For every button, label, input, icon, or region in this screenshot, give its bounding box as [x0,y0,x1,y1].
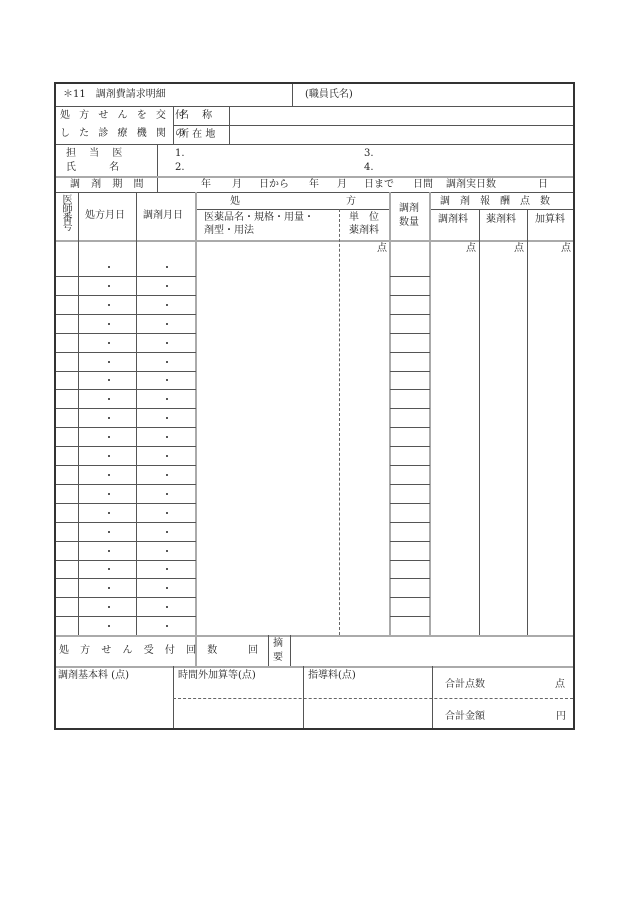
period-day-from: 日から [259,179,289,190]
doctor-slot-2[interactable]: 2. [175,162,185,173]
doctor-slot-1[interactable]: 1. [175,148,185,159]
table-row[interactable] [56,616,573,635]
date-separator-dot [166,361,168,363]
unit-point-additional: 点 [561,243,571,254]
date-separator-dot [108,304,110,306]
name-label: 名 称 [179,110,213,121]
table-row[interactable] [56,427,573,446]
table-row[interactable] [56,597,573,616]
institution-name-field[interactable] [230,107,573,125]
period-days: 日間 [413,179,433,190]
basic-fee-label: 調剤基本料 (点) [58,670,129,681]
header-unit-fee-1: 単 位 [349,212,379,223]
actual-days-label: 調剤実日数 [446,179,496,190]
header-qty-1: 調剤 [399,203,419,214]
header-qty-2: 数量 [399,217,419,228]
table-row[interactable] [56,389,573,408]
date-separator-dot [108,342,110,344]
table-row[interactable] [56,371,573,390]
header-doctor-number: 医師番号 [60,194,71,230]
divider [196,209,390,210]
divider [157,144,158,192]
table-row[interactable] [56,578,573,597]
receipt-count-unit: 回 [248,645,258,656]
total-points-label: 合計点数 [445,679,485,690]
guidance-label: 指導料(点) [308,670,356,681]
table-row[interactable] [56,541,573,560]
date-separator-dot [108,266,110,268]
table-row[interactable] [56,484,573,503]
total-amount-unit: 円 [556,711,566,722]
divider [432,666,433,728]
date-separator-dot [166,285,168,287]
actual-days-unit: 日 [538,179,548,190]
header-prescription-left: 処 [230,196,240,207]
period-year-to: 年 [309,179,319,190]
divider [56,666,573,668]
table-row[interactable] [56,560,573,579]
date-separator-dot [166,266,168,268]
header-dispensing-fee: 調剤料 [438,214,468,225]
header-drug-fee: 薬剤料 [486,214,516,225]
date-separator-dot [108,361,110,363]
doctor-label-1: 担 当 医 [66,148,123,159]
table-row[interactable] [56,333,573,352]
staff-name-field[interactable] [360,84,573,106]
table-row[interactable] [56,240,573,276]
table-row[interactable] [56,465,573,484]
header-drug-info-2: 剤型・用法 [204,225,254,236]
divider [430,209,573,210]
date-separator-dot [166,455,168,457]
staff-name-label: (職員氏名) [305,89,353,100]
table-row[interactable] [56,295,573,314]
divider [56,144,573,145]
date-separator-dot [108,531,110,533]
institution-address-field[interactable] [230,126,573,144]
period-month-from: 月 [232,179,242,190]
date-separator-dot [166,342,168,344]
divider [56,192,573,193]
divider [268,635,269,666]
unit-point-drug: 点 [514,243,524,254]
guidance-field[interactable] [304,699,431,728]
date-separator-dot [166,323,168,325]
date-separator-dot [166,531,168,533]
date-separator-dot [108,493,110,495]
table-row[interactable] [56,522,573,541]
doctor-label-2: 氏 名 [66,162,120,173]
date-separator-dot [166,493,168,495]
date-separator-dot [108,512,110,514]
address-label: 所 在 地 [179,129,216,140]
date-separator-dot [166,474,168,476]
date-separator-dot [166,550,168,552]
total-amount-label: 合計金額 [445,711,485,722]
unit-point-dispensing: 点 [466,243,476,254]
remarks-field[interactable] [291,636,573,666]
unit-point-unit-fee: 点 [377,243,387,254]
doctor-slot-4[interactable]: 4. [364,162,374,173]
total-points-unit: 点 [555,679,565,690]
table-row[interactable] [56,446,573,465]
receipt-count-label: 処 方 せ ん 受 付 回 数 [59,645,222,656]
period-month-to: 月 [337,179,347,190]
divider [292,84,293,106]
basic-fee-field[interactable] [57,684,171,728]
header-drug-info-1: 医薬品名・規格・用量・ [204,212,314,223]
date-separator-dot [166,304,168,306]
date-separator-dot [108,474,110,476]
remarks-label-1: 摘 [273,638,283,649]
table-row[interactable] [56,314,573,333]
table-row[interactable] [56,503,573,522]
date-separator-dot [108,550,110,552]
header-unit-fee-2: 薬剤料 [349,225,379,236]
date-separator-dot [108,285,110,287]
period-day-to: 日まで [364,179,394,190]
header-dispensing-date: 調剤月日 [143,210,183,221]
header-prescription-date: 処方月日 [85,210,125,221]
date-separator-dot [108,455,110,457]
remarks-label-2: 要 [273,652,283,663]
divider [56,176,573,178]
institution-label-2: し た 診 療 機 関 の [60,128,189,139]
doctor-slot-3[interactable]: 3. [364,148,374,159]
institution-label-1: 処 方 せ ん を 交 付 [60,110,189,121]
date-separator-dot [108,323,110,325]
table-row[interactable] [56,352,573,371]
header-prescription-right: 方 [346,196,356,207]
header-reward-group: 調 剤 報 酬 点 数 [440,196,550,207]
header-additional-fee: 加算料 [535,214,565,225]
period-year-from: 年 [201,179,211,190]
table-row[interactable] [56,276,573,295]
date-separator-dot [166,512,168,514]
overtime-label: 時間外加算等(点) [178,670,256,681]
overtime-field[interactable] [174,699,302,728]
dispensing-period-label: 調 剤 期 間 [70,179,148,190]
form-title: ＊11 調剤費請求明細 [63,89,166,100]
table-row[interactable] [56,408,573,427]
